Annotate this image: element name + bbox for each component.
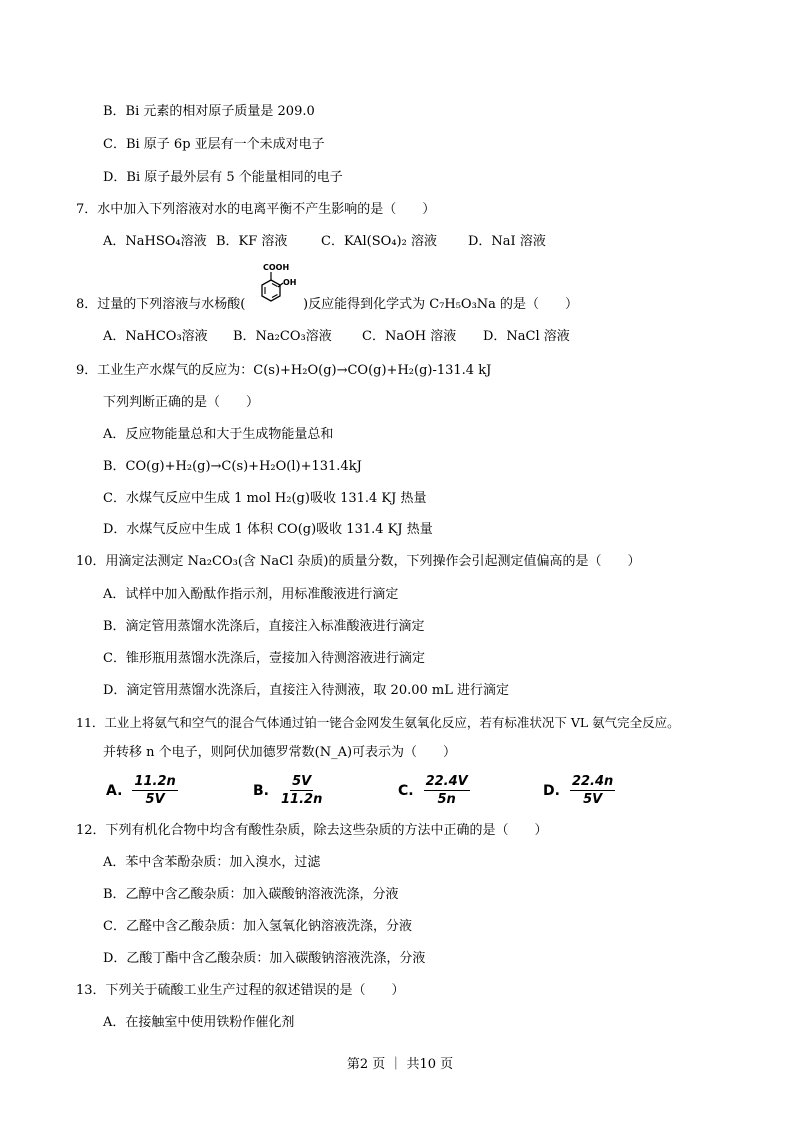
- q11-options: [0, 774, 800, 810]
- q11-option-d-numerator: 22.4n: [571, 774, 614, 789]
- q11-stem: 11．工业上将氨气和空气的混合气体通过铂一铑合金网发生氨氧化反应，若有标准状况下 VL 氨气完全反应。: [76, 715, 680, 730]
- q12-option-d: D．乙酸丁酯中含乙酸杂质：加入碳酸钠溶液洗涤，分液: [103, 951, 426, 966]
- q10-option-a: A．试样中加入酚酞作指示剂，用标准酸液进行滴定: [103, 587, 399, 602]
- q11-option-c: [398, 774, 470, 807]
- q9-stem: 9．工业生产水煤气的反应为：C(s)+H₂O(g)→CO(g)+H₂(g)-131.4 kJ: [76, 363, 492, 378]
- q11-option-c-label: C.: [398, 782, 414, 799]
- q7-option-c: C．KAl(SO₄)₂ 溶液: [321, 234, 437, 249]
- q11-option-b-label: B.: [253, 782, 269, 799]
- q11-option-b: [253, 774, 324, 807]
- q12-stem: 12．下列有机化合物中均含有酸性杂质，除去这些杂质的方法中正确的是（ ）: [76, 823, 548, 838]
- q10-option-c: C．锥形瓶用蒸馏水洗涤后，壹接加入待测溶液进行滴定: [103, 651, 425, 666]
- q13-stem: 13．下列关于硫酸工业生产过程的叙述错误的是（ ）: [76, 983, 405, 998]
- q11-option-b-denominator: 11.2n: [281, 792, 323, 807]
- q11-option-d-denominator: 5V: [583, 792, 603, 807]
- q12-option-b: B．乙醇中含乙酸杂质：加入碳酸钠溶液洗涤，分液: [103, 887, 399, 902]
- q11-option-b-numerator: 5V: [292, 774, 312, 789]
- q9-option-a: A．反应物能量总和大于生成物能量总和: [103, 427, 334, 442]
- oh-label: OH: [283, 278, 297, 287]
- q11-option-a-denominator: 5V: [145, 792, 165, 807]
- q7-option-b: B．KF 溶液: [216, 234, 288, 249]
- q10-option-b: B．滴定管用蒸馏水洗涤后，直接注入标准酸液进行滴定: [103, 619, 425, 634]
- q7-option-a: A．NaHSO₄溶液: [103, 234, 207, 249]
- q11-option-a-label: A.: [106, 782, 123, 799]
- q11-substem: 并转移 n 个电子，则阿伏加德罗常数(N_A)可表示为（ ）: [103, 745, 457, 760]
- q10-option-d: D．滴定管用蒸馏水洗涤后，直接注入待测液，取 20.00 mL 进行滴定: [103, 683, 509, 698]
- q9-option-c: C．水煤气反应中生成 1 mol H₂(g)吸收 131.4 KJ 热量: [103, 491, 427, 506]
- q12-option-a: A．苯中含苯酚杂质：加入溴水，过滤: [103, 855, 321, 870]
- q8-option-b: B．Na₂CO₃溶液: [233, 329, 332, 344]
- q9-substem: 下列判断正确的是（ ）: [103, 395, 260, 410]
- cooh-label: COOH: [263, 263, 290, 272]
- q11-option-a: [106, 774, 178, 807]
- q8-option-a: A．NaHCO₃溶液: [103, 329, 208, 344]
- q7-stem: 7．水中加入下列溶液对水的电离平衡不产生影响的是（ ）: [76, 202, 436, 217]
- q8-option-c: C．NaOH 溶液: [362, 329, 457, 344]
- q6-option-d: D．Bi 原子最外层有 5 个能量相同的电子: [103, 170, 343, 185]
- q11-option-c-numerator: 22.4V: [425, 774, 468, 789]
- q6-option-b: B．Bi 元素的相对原子质量是 209.0: [103, 104, 315, 119]
- q8-stem-start: 8．过量的下列溶液与水杨酸(: [76, 297, 246, 312]
- q7-option-d: D．NaI 溶液: [468, 234, 546, 249]
- q8-stem-end: )反应能得到化学式为 C₇H₅O₃Na 的是（ ）: [303, 297, 579, 312]
- q11-option-d-label: D.: [543, 782, 560, 799]
- q9-option-b: B．CO(g)+H₂(g)→C(s)+H₂O(l)+131.4kJ: [103, 459, 362, 474]
- q11-option-d: [543, 774, 615, 807]
- q9-option-d: D．水煤气反应中生成 1 体积 CO(g)吸收 131.4 KJ 热量: [103, 522, 433, 537]
- q6-option-c: C．Bi 原子 6p 亚层有一个未成对电子: [103, 137, 325, 152]
- q8-option-d: D．NaCl 溶液: [483, 329, 570, 344]
- q11-option-a-numerator: 11.2n: [134, 774, 176, 789]
- q12-option-c: C．乙醛中含乙酸杂质：加入氢氧化钠溶液洗涤，分液: [103, 919, 412, 934]
- q13-option-a: A．在接触室中使用铁粉作催化剂: [103, 1015, 295, 1030]
- salicylic-acid-structure: [251, 260, 301, 318]
- page-footer: 第2 页 ｜ 共10 页: [346, 1057, 454, 1072]
- q11-option-c-denominator: 5n: [437, 792, 456, 807]
- q10-stem: 10．用滴定法测定 Na₂CO₃(含 NaCl 杂质)的质量分数，下列操作会引起测定值偏高的是（ ）: [76, 554, 641, 569]
